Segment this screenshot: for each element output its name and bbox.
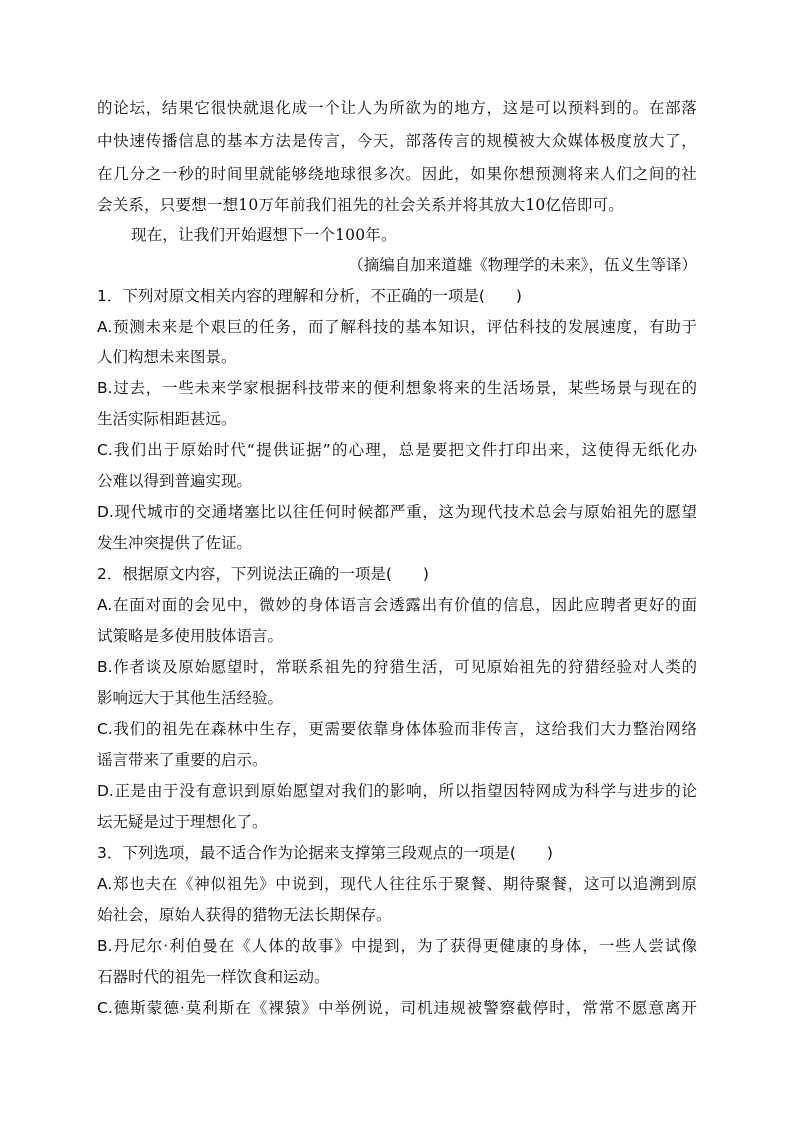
passage-closing: 现在，让我们开始遐想下一个100年。 [131, 226, 397, 244]
q3-option-a-line-1: A.郑也夫在《神似祖先》中说到，现代人往往乐于聚餐、期待聚餐，这可以追溯到原 [97, 875, 697, 893]
q3-option-b-line-2: 石器时代的祖先一样饮食和运动。 [97, 968, 330, 986]
q1-option-b-line-2: 生活实际相距甚远。 [97, 410, 237, 428]
q1-option-b-line-1: B.过去，一些未来学家根据科技带来的便利想象将来的生活场景，某些场景与现在的 [97, 379, 697, 397]
q3-option-a-line-2: 始社会，原始人获得的猎物无法长期保存。 [97, 906, 392, 924]
q3-option-b-line-1: B.丹尼尔·利伯曼在《人体的故事》中提到，为了获得更健康的身体，一些人尝试像 [97, 937, 697, 955]
q2-option-d-line-1: D.正是由于没有意识到原始愿望对我们的影响，所以指望因特网成为科学与进步的论 [97, 782, 697, 800]
q2-option-d-line-2: 坛无疑是过于理想化了。 [97, 813, 268, 831]
q1-option-a-line-2: 人们构想未来图景。 [97, 348, 237, 366]
q2-option-a-line-2: 试策略是多使用肢体语言。 [97, 627, 284, 645]
question-3-stem: 3．下列选项，最不适合作为论据来支撑第三段观点的一项是( ) [97, 844, 553, 862]
q2-option-b-line-1: B.作者谈及原始愿望时，常联系祖先的狩猎生活，可见原始祖先的狩猎经验对人类的 [97, 658, 697, 676]
passage-line-4: 会关系，只要想一想10万年前我们祖先的社会关系并将其放大10亿倍即可。 [97, 196, 624, 214]
q1-option-d-line-2: 发生冲突提供了佐证。 [97, 534, 253, 552]
passage-line-3: 在几分之一秒的时间里就能够绕地球很多次。因此，如果你想预测将来人们之间的社 [97, 165, 697, 183]
q2-option-b-line-2: 影响远大于其他生活经验。 [97, 689, 284, 707]
q2-option-c-line-1: C.我们的祖先在森林中生存，更需要依靠身体体验而非传言，这给我们大力整治网络 [97, 720, 697, 738]
passage-line-2: 中快速传播信息的基本方法是传言，今天，部落传言的规模被大众媒体极度放大了， [97, 132, 697, 150]
passage-line-1: 的论坛，结果它很快就退化成一个让人为所欲为的地方，这是可以预料到的。在部落 [97, 99, 697, 117]
q1-option-c-line-2: 公难以得到普遍实现。 [97, 472, 253, 490]
question-2-stem: 2．根据原文内容，下列说法正确的一项是( ) [97, 565, 429, 583]
q1-option-a-line-1: A.预测未来是个艰巨的任务，而了解科技的基本知识，评估科技的发展速度，有助于 [97, 318, 697, 336]
q2-option-a-line-1: A.在面对面的会见中，微妙的身体语言会透露出有价值的信息，因此应聘者更好的面 [97, 596, 697, 614]
passage-source: （摘编自加来道雄《物理学的未来》，伍义生等译） [348, 256, 697, 274]
q1-option-c-line-1: C.我们出于原始时代“提供证据”的心理，总是要把文件打印出来，这使得无纸化办 [97, 441, 697, 459]
question-1-stem: 1．下列对原文相关内容的理解和分析，不正确的一项是( ) [97, 287, 522, 305]
q2-option-c-line-2: 谣言带来了重要的启示。 [97, 751, 268, 769]
q1-option-d-line-1: D.现代城市的交通堵塞比以往任何时候都严重，这为现代技术总会与原始祖先的愿望 [97, 503, 697, 521]
q3-option-c-line-1: C.德斯蒙德·莫利斯在《裸猿》中举例说，司机违规被警察截停时，常常不愿意离开 [97, 999, 697, 1017]
